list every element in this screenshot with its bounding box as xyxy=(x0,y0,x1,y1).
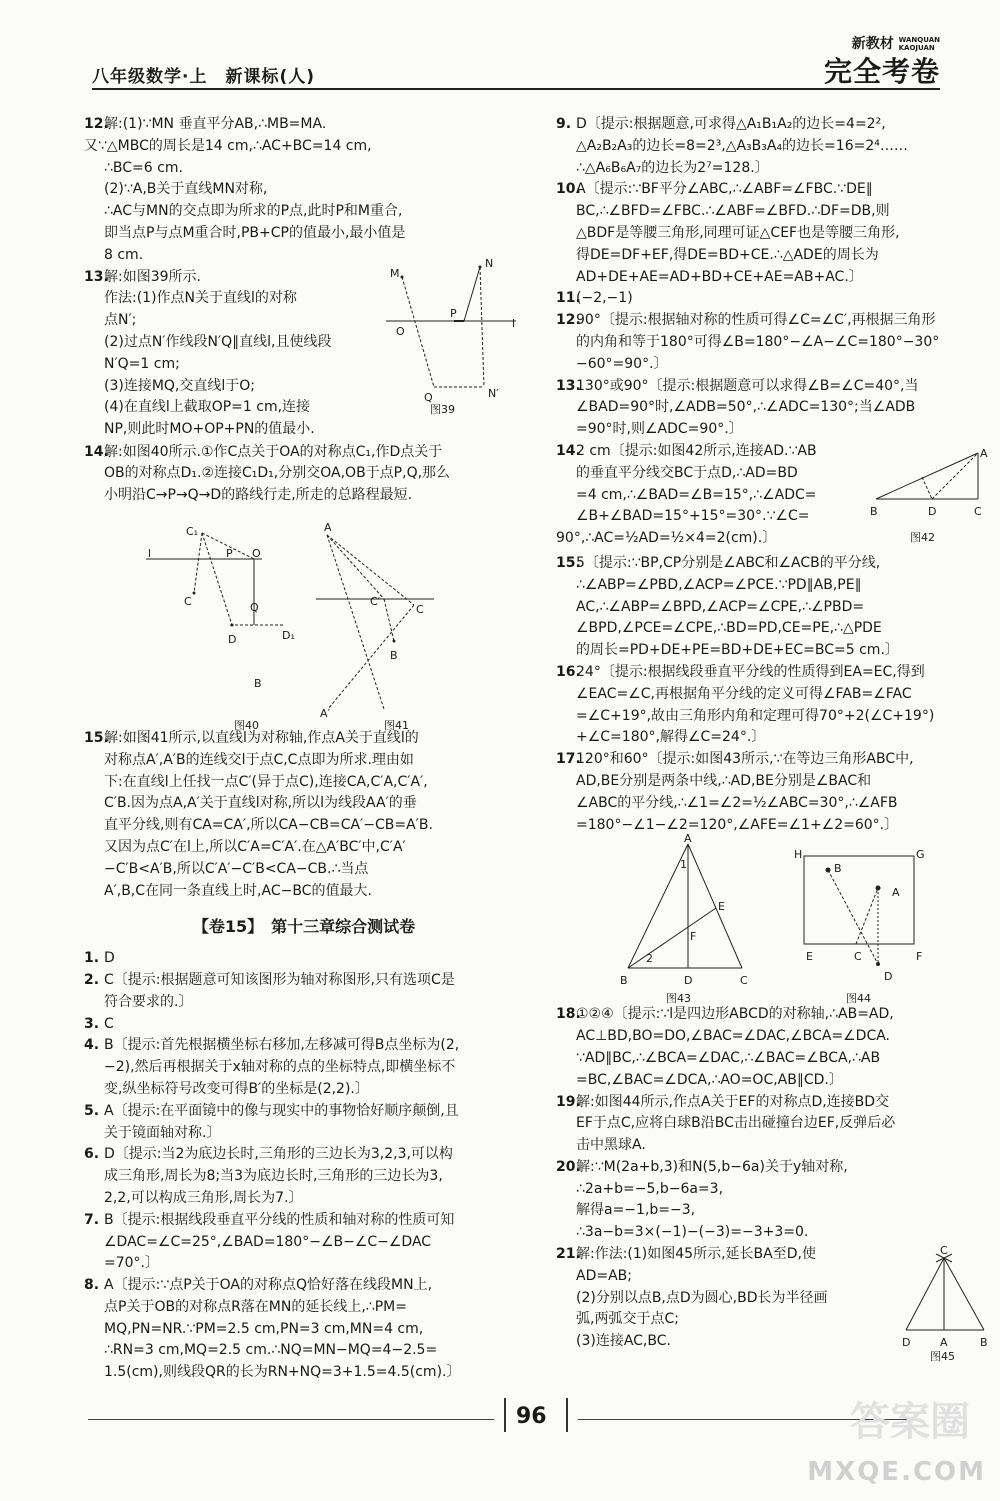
text-line: 24°〔提示:根据线段垂直平分线的性质得到EA=EC,得到 xyxy=(576,663,925,680)
text-line: 成三角形,周长为8;当3为底边长时,三角形的三边长为3, xyxy=(104,1168,443,1185)
text-line: =70°.〕 xyxy=(104,1255,159,1272)
figures-43-44 xyxy=(556,832,992,1006)
text-line: (−2,−1) xyxy=(576,290,633,307)
figure-43-caption: 图43 xyxy=(666,992,691,1006)
answer-item xyxy=(556,553,992,662)
answer-item xyxy=(556,1157,992,1244)
text-line: 又∵△MBC的周长是14 cm,∴AC+BC=14 cm, xyxy=(84,137,372,154)
item-number: 15. xyxy=(84,729,109,746)
text-line: B〔提示:首先根据横坐标右移加,左移减可得B点坐标为(2, xyxy=(104,1037,460,1054)
item-number: 10. xyxy=(556,181,581,198)
label-E: E xyxy=(806,950,813,964)
item-number: 11. xyxy=(556,290,581,307)
text-line: 的周长=PD+DE+PE=BD+DE+EC=BC=5 cm.〕 xyxy=(576,642,899,659)
label-B: B xyxy=(620,974,628,988)
text-line: C′B.因为点A,A′关于直线l对称,所以l为线段AA′的垂 xyxy=(104,795,417,812)
text-line: 1.5(cm),则线段QR的长为RN+NQ=3+1.5=4.5(cm).〕 xyxy=(104,1364,461,1381)
label-D: D xyxy=(902,1336,911,1350)
label-C: C xyxy=(974,504,982,518)
answer-item xyxy=(556,288,992,310)
brand-small-text: 新教材 xyxy=(851,36,894,52)
text-line: 得DE=DF+EF,得DE=BD+CE.∴△ADE的周长为 xyxy=(576,246,879,263)
text-line: ∴3a−b=3×(−1)−(−3)=−3+3=0. xyxy=(576,1224,809,1241)
text-line: N′Q=1 cm; xyxy=(104,355,180,372)
label-A-prime: A′ xyxy=(320,706,331,720)
answer-item xyxy=(84,1101,524,1145)
text-line: MQ,PN=NR.∵PM=2.5 cm,PN=3 cm,MN=4 cm, xyxy=(104,1320,424,1337)
figure-44-caption: 图44 xyxy=(846,992,871,1006)
label-F: F xyxy=(690,930,697,944)
item-number: 12. xyxy=(84,116,109,132)
text-line: 解:作法:(1)如图45所示,延长BA至D,使 xyxy=(576,1246,816,1263)
text-line: ∴△A₆B₆A₇的边长为2⁷=128.〕 xyxy=(576,159,769,176)
text-line: 5〔提示:∵BP,CP分别是∠ABC和∠ACB的平分线, xyxy=(576,554,881,571)
item-number: 5. xyxy=(84,1102,100,1119)
text-line: 解:如图40所示.①作C点关于OA的对称点C₁,作D点关于 xyxy=(104,443,443,460)
answer-item xyxy=(84,114,524,267)
item-number: 1. xyxy=(84,950,100,967)
label-D: D xyxy=(684,974,693,988)
item-number: 18. xyxy=(556,1006,581,1023)
label-O: O xyxy=(396,324,405,338)
answer-item xyxy=(556,179,992,288)
label-E: E xyxy=(718,900,725,914)
page-number: 96 xyxy=(516,1404,547,1429)
label-A: A xyxy=(940,1336,948,1350)
figure-45-caption: 图45 xyxy=(930,1350,955,1364)
label-C1: C₁ xyxy=(186,524,199,538)
answer-item xyxy=(84,1210,524,1275)
text-line: =90°时,则∠ADC=90°.〕 xyxy=(576,421,743,438)
brand-en2: KAOJUAN xyxy=(898,44,935,52)
item-number: 4. xyxy=(84,1037,100,1054)
label-Q: Q xyxy=(250,600,259,614)
answer-item xyxy=(556,441,992,553)
text-line: 2 cm〔提示:如图42所示,连接AD.∵AB xyxy=(576,442,817,459)
text-line: −C′B<A′B,所以C′A′−C′B<CA−CB.∴当点 xyxy=(104,860,369,877)
label-D: D xyxy=(928,504,937,518)
text-line: ①②④〔提示:∵l是四边形ABCD的对称轴,∴AB=AD, xyxy=(576,1006,894,1023)
answer-item xyxy=(556,310,992,375)
page-number-bar-left xyxy=(504,1398,506,1432)
text-line: 90°,∴AC=½AD=½×4=2(cm).〕 xyxy=(556,530,777,547)
text-line: D〔提示:当2为底边长时,三角形的三边长为3,2,3,可以构 xyxy=(104,1146,453,1163)
text-line: AD+DE+AE=AD+BD+CE+AE=AB+AC.〕 xyxy=(576,268,863,285)
text-line: 解:∵M(2a+b,3)和N(5,b−6a)关于y轴对称, xyxy=(576,1158,848,1175)
text-line: 下:在直线l上任找一点C′(异于点C),连接CA,C′A,C′A′, xyxy=(104,773,428,790)
text-line: AD=AB; xyxy=(576,1267,632,1284)
text-line: 符合要求的.〕 xyxy=(104,993,193,1010)
label-O: O xyxy=(252,546,261,560)
label-P: P xyxy=(226,546,233,560)
text-line: 小明沿C→P→Q→D的路线行走,所走的总路程最短. xyxy=(104,487,413,504)
figure-39 xyxy=(384,256,524,416)
text-line: (2)过点N′作线段N′Q∥直线l,且使线段 xyxy=(104,333,332,350)
text-line: C xyxy=(104,1015,114,1032)
label-B: B xyxy=(870,504,878,518)
text-line: 解:(1)∵MN 垂直平分AB,∴MB=MA. xyxy=(104,116,327,132)
figure-41-caption: 图41 xyxy=(384,718,409,732)
label-A: A xyxy=(980,446,988,460)
text-line: A〔提示:在平面镜中的像与现实中的事物恰好顺序颠倒,且 xyxy=(104,1102,459,1119)
item-number: 9. xyxy=(556,116,572,132)
text-line: 即当点P与点M重合时,PB+CP的值最小,最小值是 xyxy=(104,224,406,241)
figure-40-caption: 图40 xyxy=(234,718,259,732)
text-line: 点N′; xyxy=(104,312,137,329)
item-number: 19. xyxy=(556,1093,581,1110)
item-number: 7. xyxy=(84,1211,100,1228)
figure-45 xyxy=(900,1244,992,1364)
label-B: B xyxy=(980,1336,988,1350)
text-line: A′,B,C在同一条直线上时,AC−BC的值最大. xyxy=(104,882,372,899)
text-line: ∴BC=6 cm. xyxy=(104,159,183,176)
item-number: 8. xyxy=(84,1277,100,1294)
item-number: 15. xyxy=(556,554,581,571)
answer-item xyxy=(84,970,524,1014)
text-line: 解:如图41所示,以直线l为对称轴,作点A关于直线l的 xyxy=(104,729,419,746)
text-line: AC⊥BD,BO=DO,∠BAC=∠DAC,∠BCA=∠DCA. xyxy=(576,1028,891,1045)
right-column xyxy=(556,114,992,1364)
footer-rule-left xyxy=(88,1419,494,1420)
text-line: ∠BAD=90°时,∠ADB=50°,∴∠ADC=130°;当∠ADB xyxy=(576,399,916,416)
text-line: 击中黑球A. xyxy=(576,1137,646,1154)
text-line: =BC,∠BAC=∠DCA,∴AO=OC,AB∥CD.〕 xyxy=(576,1071,843,1088)
text-line: (2)∵A,B关于直线MN对称, xyxy=(104,181,268,198)
text-line: =4 cm,∴∠BAD=∠B=15°,∴∠ADC= xyxy=(576,486,817,503)
figure-39-drawing xyxy=(384,259,524,409)
label-angle-1: 1 xyxy=(680,858,687,872)
text-line: ∴RN=3 cm,MQ=2.5 cm.∴NQ=MN−MQ=4−2.5= xyxy=(104,1342,438,1359)
text-line: =∠C+19°,故由三角形内角和定理可得70°+2(∠C+19°) xyxy=(576,707,935,724)
label-B: B xyxy=(834,862,842,876)
text-line: 的内角和等于180°可得∠B=180°−∠A−∠C=180°−30° xyxy=(576,333,940,350)
answer-item xyxy=(84,948,524,970)
text-line: AD,BE分别是两条中线,∴AD,BE分别是∠BAC和 xyxy=(576,772,872,789)
text-line: B〔提示:根据线段垂直平分线的性质和轴对称的性质可知 xyxy=(104,1211,455,1228)
item-number: 14. xyxy=(84,443,109,460)
label-H: H xyxy=(794,848,803,862)
figure-39-caption: 图39 xyxy=(430,402,455,416)
brand-big: 完全考卷 xyxy=(823,55,940,88)
text-line: ∠BPD,∠PCE=∠CPE,∴BD=PD,CE=PE,∴△PDE xyxy=(576,620,882,637)
answer-item xyxy=(84,1035,524,1100)
text-line: OB的对称点D₁.②连接C₁D₁,分别交OA,OB于点P,Q,那么 xyxy=(104,465,451,482)
item-number: 6. xyxy=(84,1146,100,1163)
figure-43-44-drawing xyxy=(556,836,976,986)
label-A: A xyxy=(892,886,900,900)
brand-logo xyxy=(824,36,940,90)
text-line: (3)连接AC,BC. xyxy=(576,1333,671,1350)
brand-en1: WANQUAN xyxy=(898,36,940,44)
text-line: 解得a=−1,b=−3, xyxy=(576,1202,696,1219)
text-line: 8 cm. xyxy=(104,246,144,263)
label-Q: Q xyxy=(424,390,433,404)
watermark-logo: 答案圈 xyxy=(850,1399,970,1445)
item-number: 2. xyxy=(84,971,100,988)
figure-42-caption: 图42 xyxy=(910,530,935,544)
text-line: ∴AC与MN的交点即为所求的P点,此时P和M重合, xyxy=(104,203,403,220)
item-number: 12. xyxy=(556,312,581,329)
answer-item xyxy=(84,256,524,442)
label-B: B xyxy=(390,648,398,662)
text-line: 直平分线,则有CA=CA′,所以CA−CB=CA′−CB=A′B. xyxy=(104,817,433,834)
item-number: 16. xyxy=(556,663,581,680)
text-line: (2)分别以点B,点D为圆心,BD长为半径画 xyxy=(576,1289,828,1306)
label-M: M xyxy=(390,266,400,280)
text-line: ∠ABC的平分线,∴∠1=∠2=½∠ABC=30°,∴∠AFB xyxy=(576,794,898,811)
text-line: 作法:(1)作点N关于直线l的对称 xyxy=(104,290,297,307)
text-line: D〔提示:根据题意,可求得△A₁B₁A₂的边长=4=2², xyxy=(576,116,886,132)
item-number: 14. xyxy=(556,442,581,459)
answer-item xyxy=(84,728,524,902)
label-C: C xyxy=(854,950,862,964)
label-C: C xyxy=(940,1244,948,1258)
text-line: AC,∴∠ABP=∠BPD,∠ACP=∠CPE,∴∠PBD= xyxy=(576,598,865,615)
item-number: 17. xyxy=(556,751,581,768)
answer-item xyxy=(556,1244,992,1364)
section-title: 【卷15】 第十三章综合测试卷 xyxy=(192,917,416,937)
label-B: B xyxy=(254,676,262,690)
answer-item xyxy=(84,1014,524,1036)
answer-item xyxy=(84,1144,524,1209)
text-line: 的垂直平分线交BC于点D,∴AD=BD xyxy=(576,464,798,481)
text-line: 解:如图39所示. xyxy=(104,268,201,285)
label-C: C xyxy=(184,594,192,608)
text-line: 点P关于OB的对称点R落在MN的延长线上,∴PM= xyxy=(104,1298,407,1315)
text-line: +∠C=180°,解得∠C=24°.〕 xyxy=(576,729,766,746)
label-C-prime: C′ xyxy=(370,594,381,608)
header-rule xyxy=(92,88,940,90)
item-number: 13. xyxy=(556,377,581,394)
answer-item xyxy=(556,749,992,836)
text-line: 90°〔提示:根据轴对称的性质可得∠C=∠C′,再根据三角形 xyxy=(576,312,936,329)
label-N: N xyxy=(485,256,494,270)
text-line: A〔提示:∵BF平分∠ABC,∴∠ABF=∠FBC.∵DE∥ xyxy=(576,181,873,198)
text-line: ∠B+∠BAD=15°+15°=30°.∵∠C= xyxy=(576,508,810,525)
item-number: 21. xyxy=(556,1246,581,1263)
text-line: 对称点A′,A′B的连线交l于点C,C点即为所求.理由如 xyxy=(104,751,414,768)
label-A: A xyxy=(684,832,692,846)
text-line: =180°−∠1−∠2=120°,∠AFE=∠1+∠2=60°.〕 xyxy=(576,816,899,833)
text-line: 关于镜面轴对称.〕 xyxy=(104,1124,221,1141)
answer-item xyxy=(556,114,992,179)
text-line: BC,∴∠BFD=∠FBC.∴∠ABF=∠BFD.∴DF=DB,则 xyxy=(576,203,890,220)
label-l: l xyxy=(148,546,152,560)
text-line: 130°或90°〔提示:根据题意可以求得∠B=∠C=40°,当 xyxy=(576,377,919,394)
text-line: △A₂B₂A₃的边长=8=2³,△A₃B₃A₄的边长=16=2⁴…… xyxy=(576,137,908,154)
text-line: (4)在直线l上截取OP=1 cm,连接 xyxy=(104,399,311,416)
text-line: −60°=90°.〕 xyxy=(576,355,668,372)
page-number-bar-right xyxy=(566,1398,568,1432)
text-line: 又因为点C′在l上,所以C′A=C′A′.在△A′BC′中,C′A′ xyxy=(104,838,406,855)
label-N-prime: N′ xyxy=(488,386,499,400)
text-line: ∵AD∥BC,∴∠BCA=∠DAC,∴∠BAC=∠BCA,∴AB xyxy=(576,1049,881,1066)
text-line: (3)连接MQ,交直线l于O; xyxy=(104,377,256,394)
label-G: G xyxy=(916,848,925,862)
answer-item xyxy=(556,376,992,441)
label-D1: D₁ xyxy=(282,628,295,642)
label-F: F xyxy=(916,950,923,964)
text-line: 解:如图44所示,作点A关于EF的对称点D,连接BD交 xyxy=(576,1093,890,1110)
header-subject: 八年级数学·上 新课标(人) xyxy=(92,67,315,87)
text-line: D xyxy=(104,950,115,967)
label-l: l xyxy=(512,316,516,330)
text-line: C〔提示:根据题意可知该图形为轴对称图形,只有选项C是 xyxy=(104,971,455,988)
item-number: 13. xyxy=(84,268,109,285)
answer-item xyxy=(556,662,992,749)
text-line: 弧,两弧交于点C; xyxy=(576,1311,679,1328)
text-line: ∴2a+b=−5,b−6a=3, xyxy=(576,1180,724,1197)
text-line: 2,2,可以构成三角形,周长为7.〕 xyxy=(104,1189,303,1206)
watermark: MXQE.COM xyxy=(807,1457,986,1487)
item-number: 3. xyxy=(84,1015,100,1032)
text-line: −2),然后再根据关于x轴对称的点的坐标特点,即横坐标不 xyxy=(104,1059,456,1076)
label-A: A xyxy=(324,520,332,534)
text-line: 变,纵坐标符号改变可得B′的坐标是(2,2).〕 xyxy=(104,1080,369,1097)
text-line: ∠EAC=∠C,再根据角平分线的定义可得∠FAB=∠FAC xyxy=(576,685,912,702)
answer-item xyxy=(556,1004,992,1091)
answer-item xyxy=(84,442,524,507)
item-number: 20. xyxy=(556,1158,581,1175)
answer-item xyxy=(84,1275,524,1384)
label-angle-2: 2 xyxy=(646,952,653,966)
text-line: △BDF是等腰三角形,同理可证△CEF也是等腰三角形, xyxy=(576,224,900,241)
answer-item xyxy=(556,1092,992,1157)
label-C: C xyxy=(416,602,424,616)
text-line: A〔提示:∵点P关于OA的对称点Q恰好落在线段MN上, xyxy=(104,1277,433,1294)
label-P: P xyxy=(450,306,457,320)
label-C: C xyxy=(740,974,748,988)
left-column xyxy=(84,114,524,1384)
text-line: EF于点C,应将白球B沿BC击出碰撞台边EF,反弹后必 xyxy=(576,1115,896,1132)
figure-42 xyxy=(870,443,988,544)
figures-40-41 xyxy=(84,513,524,732)
label-D: D xyxy=(884,970,893,984)
text-line: 120°和60°〔提示:如图43所示,∵在等边三角形ABC中, xyxy=(576,751,914,768)
text-line: NP,则此时MO+OP+PN的值最小. xyxy=(104,421,315,438)
label-D: D xyxy=(228,632,237,646)
text-line: ∠DAC=∠C=25°,∠BAD=180°−∠B−∠C−∠DAC xyxy=(104,1233,432,1250)
text-line: ∴∠ABP=∠PBD,∠ACP=∠PCE.∵PD∥AB,PE∥ xyxy=(576,576,862,593)
